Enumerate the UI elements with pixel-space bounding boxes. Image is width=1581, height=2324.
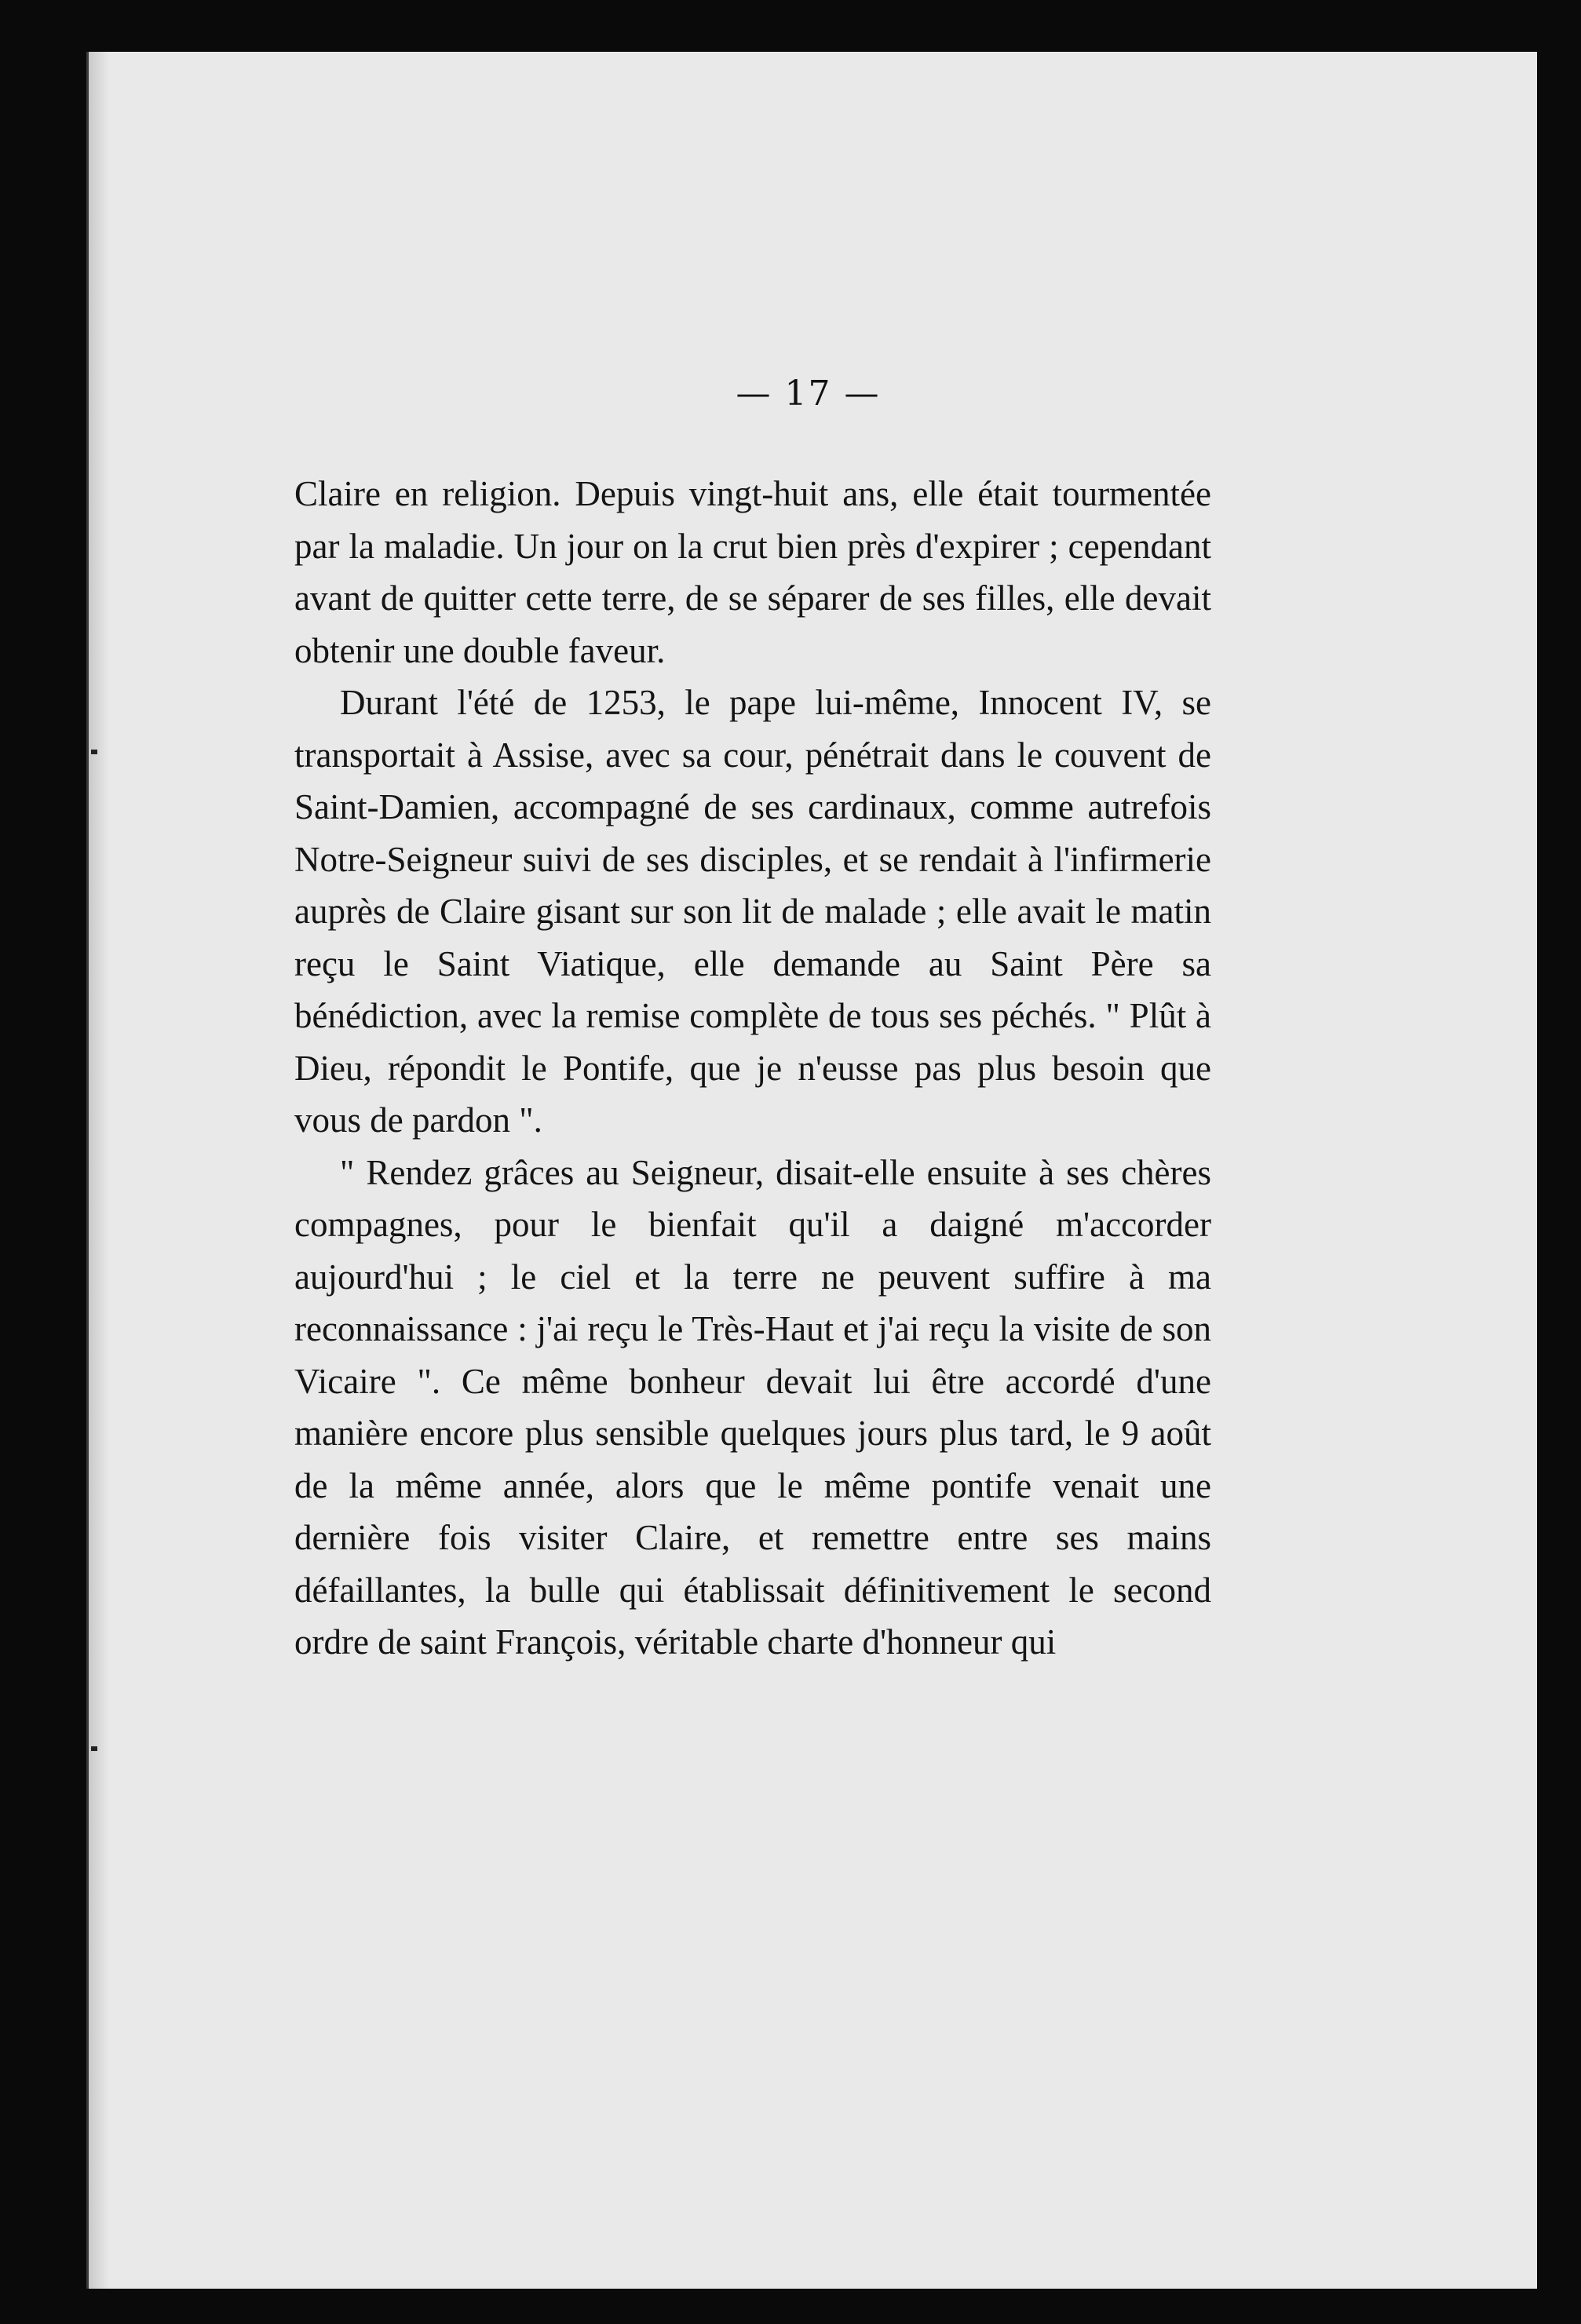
page-number: — 17 — [736, 374, 881, 414]
body-text [294, 468, 1211, 1669]
paragraph-3: " Rendez grâces au Seigneur, disait-elle ensuite à ses chères compagnes, pour le bienfait qu'il a daigné m'accorder aujourd'hui ; le ciel et la terre ne peuvent suffire à ma reconnaissance : j'ai reçu le Très-Haut et j'ai reçu la visite de son Vicaire ". Ce même bonheur devait lui être accordé d'une manière encore plus sensible quelques jours plus tard, le 9 août de la même année, alors que le même pontife venait une dernière fois visiter Claire, et remettre entre ses mains défaillantes, la bulle qui établissait définitivement le second ordre de saint François, véritable charte d'honneur qui [294, 1152, 1211, 1662]
book-page [86, 52, 1537, 2289]
binding-mark [91, 1746, 97, 1751]
paragraph-2: Durant l'été de 1253, le pape lui-même, Innocent IV, se transportait à Assise, avec sa cour, pénétrait dans le couvent de Saint-Damien, accompagné de ses cardinaux, comme autrefois Notre-Seigneur suivi de ses disciples, et se rendait à l'infirmerie auprès de Claire gisant sur son lit de malade ; elle avait le matin reçu le Saint Viatique, elle demande au Saint Père sa bénédiction, avec la remise complète de tous ses péchés. " Plût à Dieu, répondit le Pontife, que je n'eusse pas plus besoin que vous de pardon ". [294, 683, 1211, 1140]
binding-mark [91, 750, 97, 754]
paragraph-1: Claire en religion. Depuis vingt-huit ans, elle était tourmentée par la maladie. Un jour on la crut bien près d'expirer ; cependant avant de quitter cette terre, de se séparer de ses filles, elle devait obtenir une double faveur. [294, 474, 1211, 670]
